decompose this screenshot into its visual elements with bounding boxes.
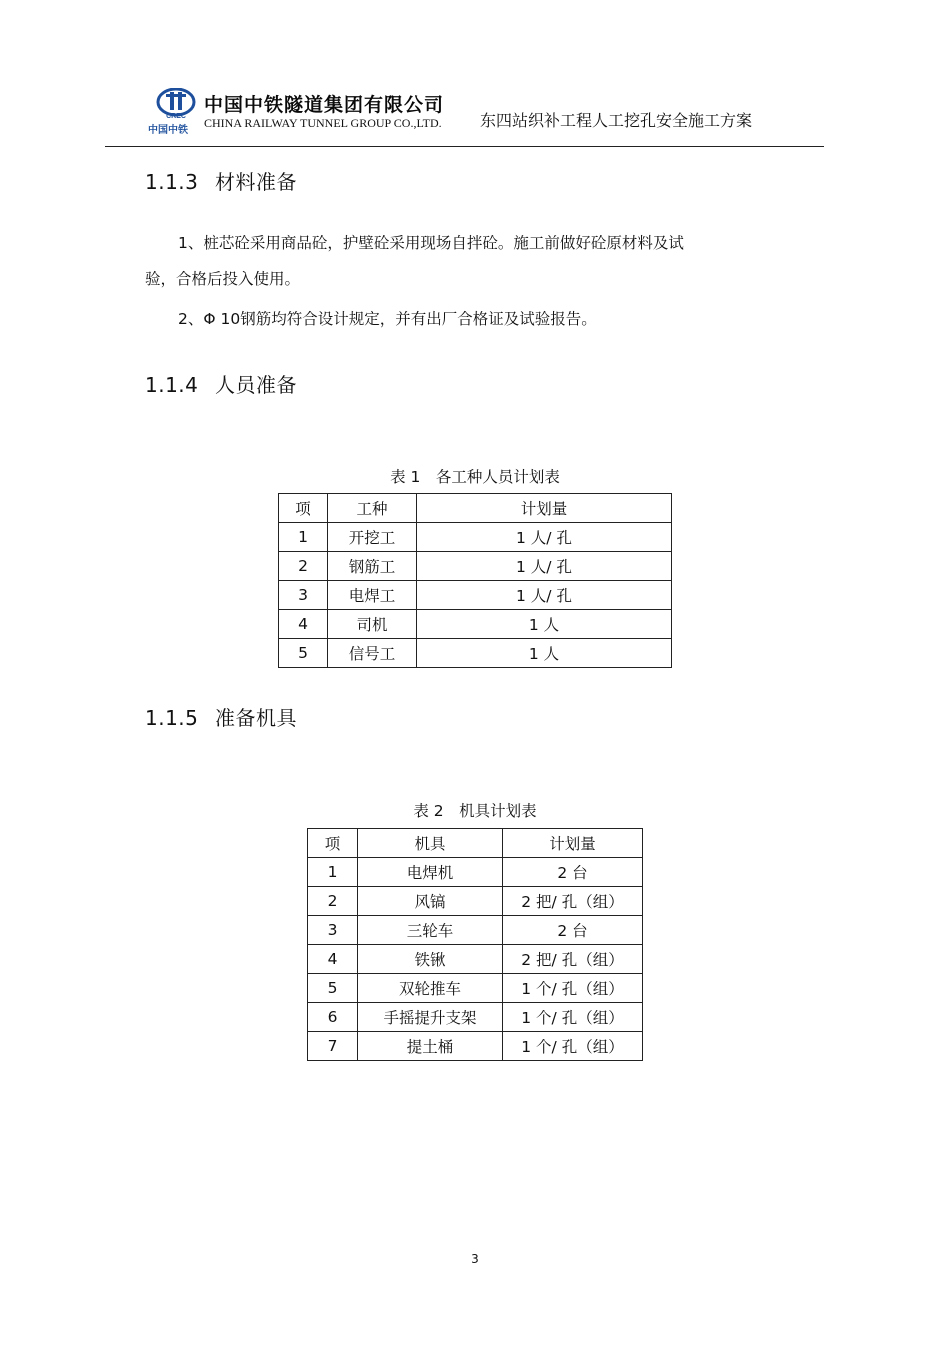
table-cell: 开挖工 — [328, 523, 417, 552]
table-header-row — [279, 494, 672, 523]
table-cell: 5 — [308, 974, 358, 1003]
section-number: 1.1.4 — [145, 373, 199, 397]
table-cell: 4 — [279, 610, 328, 639]
table-cell: 2 — [308, 887, 358, 916]
table-cell: 1 个/ 孔（组） — [503, 1003, 643, 1032]
table-row — [279, 610, 672, 639]
table-cell: 电焊工 — [328, 581, 417, 610]
table-row — [308, 1032, 643, 1061]
table-cell: 双轮推车 — [358, 974, 503, 1003]
table-row — [279, 552, 672, 581]
page-number: 3 — [471, 1252, 479, 1266]
table-header-cell: 项 — [279, 494, 328, 523]
table-cell: 1 人/ 孔 — [417, 552, 672, 581]
table-cell: 1 — [308, 858, 358, 887]
table-header-cell: 计划量 — [417, 494, 672, 523]
table-row — [279, 581, 672, 610]
table-cell: 2 把/ 孔（组） — [503, 945, 643, 974]
paragraph-1-line-1: 1、桩芯砼采用商品砼，护壁砼采用现场自拌砼。施工前做好砼原材料及试 — [178, 234, 684, 252]
table-cell: 6 — [308, 1003, 358, 1032]
table-cell: 手摇提升支架 — [358, 1003, 503, 1032]
table-2-caption: 表 2 机具计划表 — [413, 802, 537, 820]
personnel-plan-table — [278, 493, 672, 668]
paragraph-2: 2、Φ 10钢筋均符合设计规定，并有出厂合格证及试验报告。 — [178, 310, 597, 328]
table-1-caption: 表 1 各工种人员计划表 — [390, 468, 560, 486]
table-cell: 1 人/ 孔 — [417, 523, 672, 552]
table-header-cell: 计划量 — [503, 829, 643, 858]
table-cell: 4 — [308, 945, 358, 974]
table-cell: 1 人 — [417, 639, 672, 668]
table-header-cell: 项 — [308, 829, 358, 858]
table-cell: 2 把/ 孔（组） — [503, 887, 643, 916]
table-cell: 1 个/ 孔（组） — [503, 1032, 643, 1061]
section-heading-1-1-3 — [145, 166, 297, 195]
section-heading-1-1-5 — [145, 702, 297, 731]
table-row — [279, 639, 672, 668]
logo-subtitle: 中国中铁 — [148, 125, 188, 136]
page-header — [148, 86, 824, 146]
company-name-cn: 中国中铁隧道集团有限公司 — [204, 94, 445, 116]
table-cell: 三轮车 — [358, 916, 503, 945]
section-number: 1.1.5 — [145, 706, 199, 730]
table-header-cell: 工种 — [328, 494, 417, 523]
table-row — [308, 1003, 643, 1032]
table-cell: 2 台 — [503, 916, 643, 945]
company-name-en: CHINA RAILWAY TUNNEL GROUP CO.,LTD. — [204, 116, 442, 130]
table-cell: 信号工 — [328, 639, 417, 668]
table-cell: 2 — [279, 552, 328, 581]
header-divider — [105, 146, 824, 147]
document-title: 东四站织补工程人工挖孔安全施工方案 — [480, 111, 753, 130]
logo-text: CREC — [166, 113, 186, 120]
section-title: 人员准备 — [215, 373, 297, 397]
section-title: 材料准备 — [215, 170, 297, 194]
table-row — [308, 945, 643, 974]
table-row — [308, 916, 643, 945]
table-header-row — [308, 829, 643, 858]
table-cell: 2 台 — [503, 858, 643, 887]
table-row — [279, 523, 672, 552]
section-title: 准备机具 — [215, 706, 297, 730]
table-cell: 司机 — [328, 610, 417, 639]
table-cell: 提土桶 — [358, 1032, 503, 1061]
table-cell: 风镐 — [358, 887, 503, 916]
table-cell: 铁锹 — [358, 945, 503, 974]
table-row — [308, 858, 643, 887]
equipment-plan-table — [307, 828, 643, 1061]
table-row — [308, 974, 643, 1003]
table-cell: 7 — [308, 1032, 358, 1061]
paragraph-1-line-2: 验，合格后投入使用。 — [145, 270, 301, 288]
table-cell: 1 — [279, 523, 328, 552]
table-cell: 1 人 — [417, 610, 672, 639]
table-cell: 1 个/ 孔（组） — [503, 974, 643, 1003]
section-number: 1.1.3 — [145, 170, 199, 194]
table-header-cell: 机具 — [358, 829, 503, 858]
table-cell: 电焊机 — [358, 858, 503, 887]
table-cell: 3 — [279, 581, 328, 610]
table-cell: 3 — [308, 916, 358, 945]
crec-logo-icon — [156, 88, 196, 120]
table-cell: 钢筋工 — [328, 552, 417, 581]
section-heading-1-1-4 — [145, 369, 297, 398]
table-cell: 1 人/ 孔 — [417, 581, 672, 610]
table-cell: 5 — [279, 639, 328, 668]
table-row — [308, 887, 643, 916]
